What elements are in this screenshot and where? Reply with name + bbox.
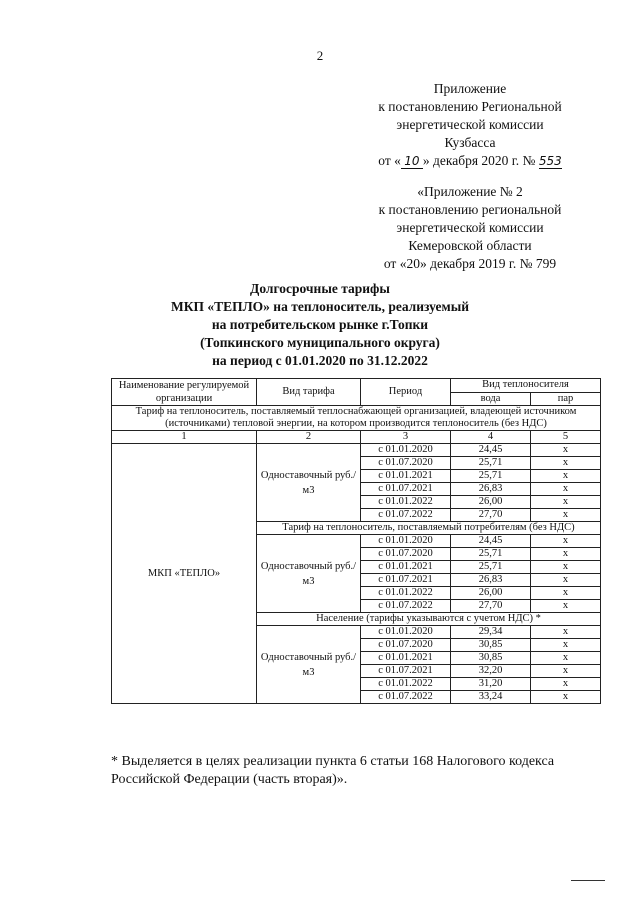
column-number: 1 [112,431,257,444]
column-number: 4 [451,431,531,444]
section-heading: Население (тарифы указываются с учетом НДС) * [257,613,601,626]
period-cell: с 01.01.2021 [361,652,451,665]
organization-cell: МКП «ТЕПЛО» [112,444,257,704]
period-cell: с 01.01.2020 [361,535,451,548]
steam-cell: х [531,626,601,639]
water-cell: 24,45 [451,535,531,548]
footnote: * Выделяется в целях реализации пункта 6 статьи 168 Налогового кодекса Российской Федерации (часть вторая)». [111,754,555,787]
original-appendix-block [360,183,580,273]
water-cell: 33,24 [451,691,531,704]
steam-cell: х [531,600,601,613]
water-cell: 30,85 [451,639,531,652]
steam-cell: х [531,652,601,665]
steam-cell: х [531,470,601,483]
period-cell: с 01.01.2022 [361,496,451,509]
tariff-description: Тариф на теплоноситель, поставляемый теплоснабжающей организацией, владеющей источником (источниками) тепловой энергии, на котором производится теплоноситель (без НДС) [112,406,601,431]
title-line: МКП «ТЕПЛО» на теплоноситель, реализуемый [170,299,470,314]
steam-cell: х [531,587,601,600]
table-row [112,444,601,457]
page-number: 2 [316,48,324,63]
header-tariff-type: Вид тарифа [257,379,361,406]
water-cell: 26,83 [451,483,531,496]
title-line: на потребительском рынке г.Топки [211,317,429,332]
title-line: (Топкинского муниципального округа) [200,335,440,350]
period-cell: с 01.01.2021 [361,561,451,574]
steam-cell: х [531,444,601,457]
steam-cell: х [531,509,601,522]
header-steam: пар [531,392,601,406]
document-title [0,280,640,370]
water-cell: 25,71 [451,457,531,470]
title-line: Долгосрочные тарифы [250,281,390,296]
steam-cell: х [531,574,601,587]
steam-cell: х [531,678,601,691]
steam-cell: х [531,457,601,470]
period-cell: с 01.07.2020 [361,457,451,470]
appendix2-line: Кемеровской области [408,238,532,253]
steam-cell: х [531,483,601,496]
header-water: вода [451,392,531,406]
appendix-line: Приложение [433,81,507,96]
period-cell: с 01.07.2022 [361,691,451,704]
header-organization: Наименование регулируемой организации [112,379,257,406]
column-number: 5 [531,431,601,444]
steam-cell: х [531,535,601,548]
handwritten-day: 10 [401,155,423,169]
steam-cell: х [531,548,601,561]
water-cell: 29,34 [451,626,531,639]
title-line: на период с 01.01.2020 по 31.12.2022 [212,353,428,368]
column-number: 2 [257,431,361,444]
appendix2-line: энергетической комиссии [396,220,544,235]
water-cell: 25,71 [451,548,531,561]
water-cell: 31,20 [451,678,531,691]
appendix-line: энергетической комиссии [396,117,544,132]
period-cell: с 01.07.2020 [361,639,451,652]
period-cell: с 01.07.2020 [361,548,451,561]
period-cell: с 01.01.2020 [361,444,451,457]
water-cell: 27,70 [451,509,531,522]
period-cell: с 01.01.2020 [361,626,451,639]
water-cell: 25,71 [451,561,531,574]
water-cell: 27,70 [451,600,531,613]
steam-cell: х [531,639,601,652]
period-cell: с 01.01.2022 [361,678,451,691]
water-cell: 24,45 [451,444,531,457]
water-cell: 26,00 [451,587,531,600]
appendix2-line: «Приложение № 2 [417,184,523,199]
period-cell: с 01.01.2021 [361,470,451,483]
water-cell: 30,85 [451,652,531,665]
tariff-type-cell: Одноставочный руб./м3 [257,626,361,704]
water-cell: 26,00 [451,496,531,509]
period-cell: с 01.07.2021 [361,574,451,587]
column-number: 3 [361,431,451,444]
period-cell: с 01.07.2022 [361,600,451,613]
appendix2-line: от «20» декабря 2019 г. № 799 [383,256,557,271]
appendix-date-line [360,152,580,170]
header-period: Период [361,379,451,406]
water-cell: 32,20 [451,665,531,678]
appendix2-line: к постановлению региональной [378,202,562,217]
handwritten-number: 553 [538,154,562,168]
tariff-type-cell: Одноставочный руб./м3 [257,535,361,613]
header-carrier-type: Вид теплоносителя [451,379,601,393]
signature-line [571,880,605,881]
period-cell: с 01.07.2022 [361,509,451,522]
steam-cell: х [531,561,601,574]
period-cell: с 01.07.2021 [361,665,451,678]
water-cell: 25,71 [451,470,531,483]
appendix-line: к постановлению Региональной [378,99,562,114]
appendix-line: Кузбасса [444,135,496,150]
tariff-type-cell: Одноставочный руб./м3 [257,444,361,522]
period-cell: с 01.01.2022 [361,587,451,600]
section-heading: Тариф на теплоноситель, поставляемый потребителям (без НДС) [257,522,601,535]
steam-cell: х [531,496,601,509]
date-middle: » декабря 2020 г. № [422,153,536,168]
tariff-table [111,378,601,704]
appendix-block [360,80,580,170]
steam-cell: х [531,691,601,704]
period-cell: с 01.07.2021 [361,483,451,496]
steam-cell: х [531,665,601,678]
date-prefix: от « [378,153,401,168]
water-cell: 26,83 [451,574,531,587]
